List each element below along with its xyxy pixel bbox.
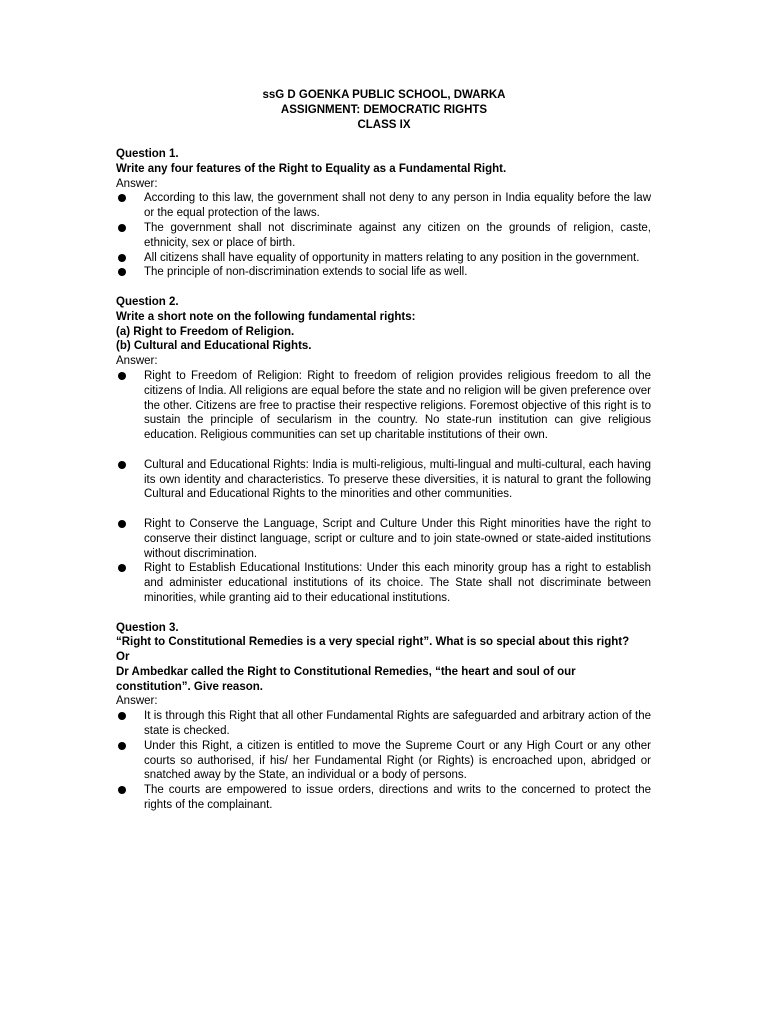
list-item <box>116 221 651 251</box>
list-item-text: Right to Conserve the Language, Script and Culture Under this Right minorities have the right to conserve their distinct language, script or culture and to join state-owned or state-aided institutions without discrimination. <box>144 517 651 560</box>
question-title: Question 2. <box>116 295 179 308</box>
question-subpart-a: (a) Right to Freedom of Religion. <box>116 325 295 338</box>
answer-list <box>116 369 651 606</box>
bullet-icon <box>118 461 126 469</box>
list-item <box>116 783 651 813</box>
list-item-text: It is through this Right that all other Fundamental Rights are safeguarded and arbitrary action of the state is checked. <box>144 710 651 738</box>
assignment-title: ASSIGNMENT: DEMOCRATIC RIGHTS <box>280 104 488 116</box>
list-item <box>116 458 651 502</box>
bullet-icon <box>118 520 126 528</box>
bullet-icon <box>118 194 126 202</box>
question-2 <box>116 295 651 606</box>
question-title: Question 3. <box>116 621 179 634</box>
list-item <box>116 739 651 783</box>
question-3 <box>116 621 651 813</box>
question-subpart-b: (b) Cultural and Educational Rights. <box>116 340 312 353</box>
list-item <box>116 251 651 266</box>
answer-list <box>116 191 651 280</box>
list-item-text: The principle of non-discrimination extends to social life as well. <box>144 266 468 279</box>
document-header <box>0 88 768 133</box>
bullet-icon <box>118 372 126 380</box>
bullet-icon <box>118 742 126 750</box>
answer-label: Answer: <box>116 355 158 368</box>
list-item-text: Right to Establish Educational Institutions: Under this each minority group has a right to establish and administer educational institutions of its choice. The State shall not discriminate between minorities, while granting aid to their educational institutions. <box>144 562 651 604</box>
question-text: Write a short note on the following fundamental rights: <box>116 310 416 323</box>
list-item <box>116 561 651 605</box>
class-label: CLASS IX <box>357 119 411 131</box>
question-or: Or <box>116 651 130 664</box>
bullet-icon <box>118 224 126 232</box>
list-item-text: All citizens shall have equality of opportunity in matters relating to any position in the government. <box>144 251 640 264</box>
question-text: “Right to Constitutional Remedies is a very special right”. What is so special about this right? <box>116 636 630 649</box>
list-item-text: The government shall not discriminate against any citizen on the grounds of religion, caste, ethnicity, sex or place of birth. <box>144 221 651 249</box>
question-text: Write any four features of the Right to Equality as a Fundamental Right. <box>116 162 507 175</box>
answer-label: Answer: <box>116 177 158 190</box>
bullet-icon <box>118 254 126 262</box>
document-body <box>116 147 651 813</box>
list-item-text: Right to Freedom of Religion: Right to freedom of religion provides religious freedom to all the citizens of India. All religions are equal before the state and no religion will be given preference over the other. Citizens are free to practise their respective religions. Foremost objective of this right is to sustain the principle of secularism in the country. No state-run institution can give religious education. Religious communities can set up charitable institutions of their own. <box>144 369 651 442</box>
list-item <box>116 517 651 561</box>
list-item <box>116 191 651 221</box>
list-item-text: Under this Right, a citizen is entitled to move the Supreme Court or any High Court or any other courts so authorised, if his/ her Fundamental Right (or Rights) is encroached upon, abridged or snatched away by the State, an individual or a body of persons. <box>144 739 651 782</box>
bullet-icon <box>118 564 126 572</box>
list-item-text: Cultural and Educational Rights: India is multi-religious, multi-lingual and multi-cultural, each having its own identity and characteristics. To preserve these diversities, it is natural to grant the following Cultural and Educational Rights to the minorities and other communities. <box>144 458 651 501</box>
school-name: ssG D GOENKA PUBLIC SCHOOL, DWARKA <box>262 89 506 101</box>
question-title: Question 1. <box>116 148 179 160</box>
list-item <box>116 709 651 739</box>
answer-label: Answer: <box>116 695 158 708</box>
bullet-icon <box>118 268 126 276</box>
question-alternate-text: Dr Ambedkar called the Right to Constitutional Remedies, “the heart and soul of our constitution”. Give reason. <box>116 665 576 693</box>
answer-list <box>116 709 651 813</box>
list-item <box>116 265 651 280</box>
question-1 <box>116 147 651 280</box>
bullet-icon <box>118 786 126 794</box>
list-item <box>116 369 651 443</box>
list-item-text: According to this law, the government shall not deny to any person in India equality before the law or the equal protection of the laws. <box>144 192 651 220</box>
list-item-text: The courts are empowered to issue orders, directions and writs to the concerned to protect the rights of the complainant. <box>144 784 651 812</box>
bullet-icon <box>118 712 126 720</box>
